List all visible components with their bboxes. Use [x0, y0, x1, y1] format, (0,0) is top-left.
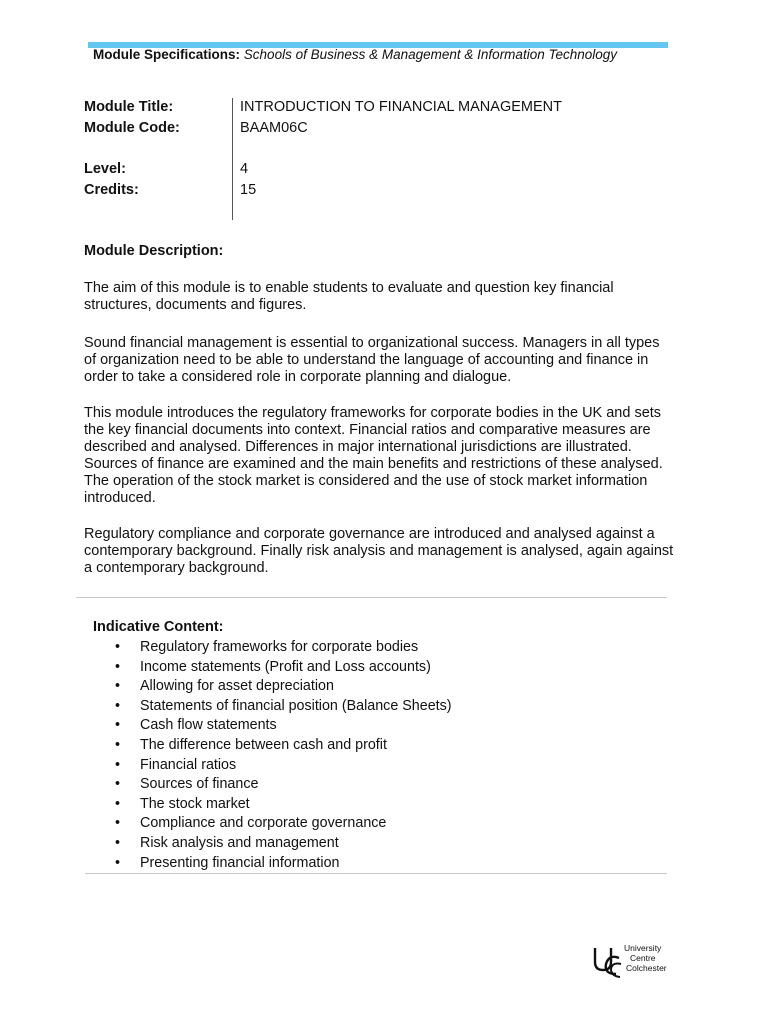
indicative-content-heading: Indicative Content:: [93, 619, 224, 635]
bullet-icon: •: [115, 756, 121, 773]
list-item: [93, 638, 452, 658]
module-code-value: BAAM06C: [240, 120, 308, 136]
list-item: [93, 697, 452, 717]
list-item-text: The difference between cash and profit: [140, 736, 387, 753]
list-item: [93, 795, 452, 815]
bullet-icon: •: [115, 834, 121, 851]
bullet-icon: •: [115, 815, 121, 832]
list-item: [93, 834, 452, 854]
list-item-text: Risk analysis and management: [140, 834, 339, 851]
level-label: Level:: [84, 161, 126, 177]
list-item: [93, 658, 452, 678]
list-item-text: The stock market: [140, 795, 250, 812]
header-schools: Schools of Business & Management & Information Technology: [243, 47, 618, 62]
list-item-text: Allowing for asset depreciation: [140, 678, 334, 695]
description-paragraph: Sound financial management is essential to organizational success. Managers in all types of organization need to be able to understand the language of accounting and finance in order to take a considered role in corporate planning and dialogue.: [84, 335, 660, 385]
section-divider: [76, 597, 667, 598]
header-label: Module Specifications:: [93, 47, 241, 62]
module-title-label: Module Title:: [84, 99, 174, 115]
list-item-text: Compliance and corporate governance: [140, 815, 387, 832]
list-item: [93, 756, 452, 776]
bullet-icon: •: [115, 639, 121, 655]
credits-label: Credits:: [84, 182, 139, 198]
bullet-icon: •: [115, 697, 121, 714]
list-item-text: Presenting financial information: [140, 854, 340, 871]
list-item: [93, 677, 452, 697]
list-item: [93, 814, 452, 834]
list-item: [93, 854, 452, 874]
list-item-text: Cash flow statements: [140, 717, 277, 734]
description-paragraph: The aim of this module is to enable students to evaluate and question key financial structures, documents and figures.: [84, 280, 614, 313]
credits-value: 15: [240, 182, 257, 198]
list-item: [93, 775, 452, 795]
ucc-emblem-icon: [592, 944, 622, 978]
logo-line: Centre: [630, 953, 656, 963]
document-header: [93, 47, 617, 62]
bullet-icon: •: [115, 854, 121, 871]
bullet-icon: •: [115, 678, 121, 695]
bullet-icon: •: [115, 658, 121, 675]
bullet-icon: •: [115, 795, 121, 812]
section-divider: [85, 873, 667, 874]
module-code-label: Module Code:: [84, 120, 180, 136]
list-item-text: Statements of financial position (Balance Sheets): [140, 697, 452, 714]
list-item: [93, 716, 452, 736]
bullet-icon: •: [115, 717, 121, 734]
module-description-heading: Module Description:: [84, 243, 224, 259]
module-title-value: INTRODUCTION TO FINANCIAL MANAGEMENT: [240, 99, 562, 115]
logo-line: University: [624, 943, 662, 953]
list-item-text: Regulatory frameworks for corporate bodies: [140, 639, 419, 655]
indicative-content-list: [93, 638, 452, 873]
list-item: [93, 736, 452, 756]
description-paragraph: This module introduces the regulatory frameworks for corporate bodies in the UK and sets the key financial documents into context. Financial ratios and comparative measures are described and analysed. Differences in major international jurisdictions are illustrated. Sources of finance are examined and the main benefits and restrictions of these analysed. The operation of the stock market is considered and the use of stock market information introduced.: [84, 405, 663, 506]
meta-divider: [232, 98, 233, 220]
level-value: 4: [240, 161, 249, 177]
bullet-icon: •: [115, 736, 121, 753]
logo-line: Colchester: [626, 963, 667, 973]
university-centre-colchester-logo: [592, 944, 672, 978]
list-item-text: Financial ratios: [140, 756, 237, 773]
description-paragraph: Regulatory compliance and corporate governance are introduced and analysed against a contemporary background. Finally risk analysis and management is analysed, again against a contemporary background.: [84, 526, 674, 576]
bullet-icon: •: [115, 776, 121, 793]
list-item-text: Income statements (Profit and Loss accounts): [140, 658, 431, 675]
list-item-text: Sources of finance: [140, 776, 259, 793]
